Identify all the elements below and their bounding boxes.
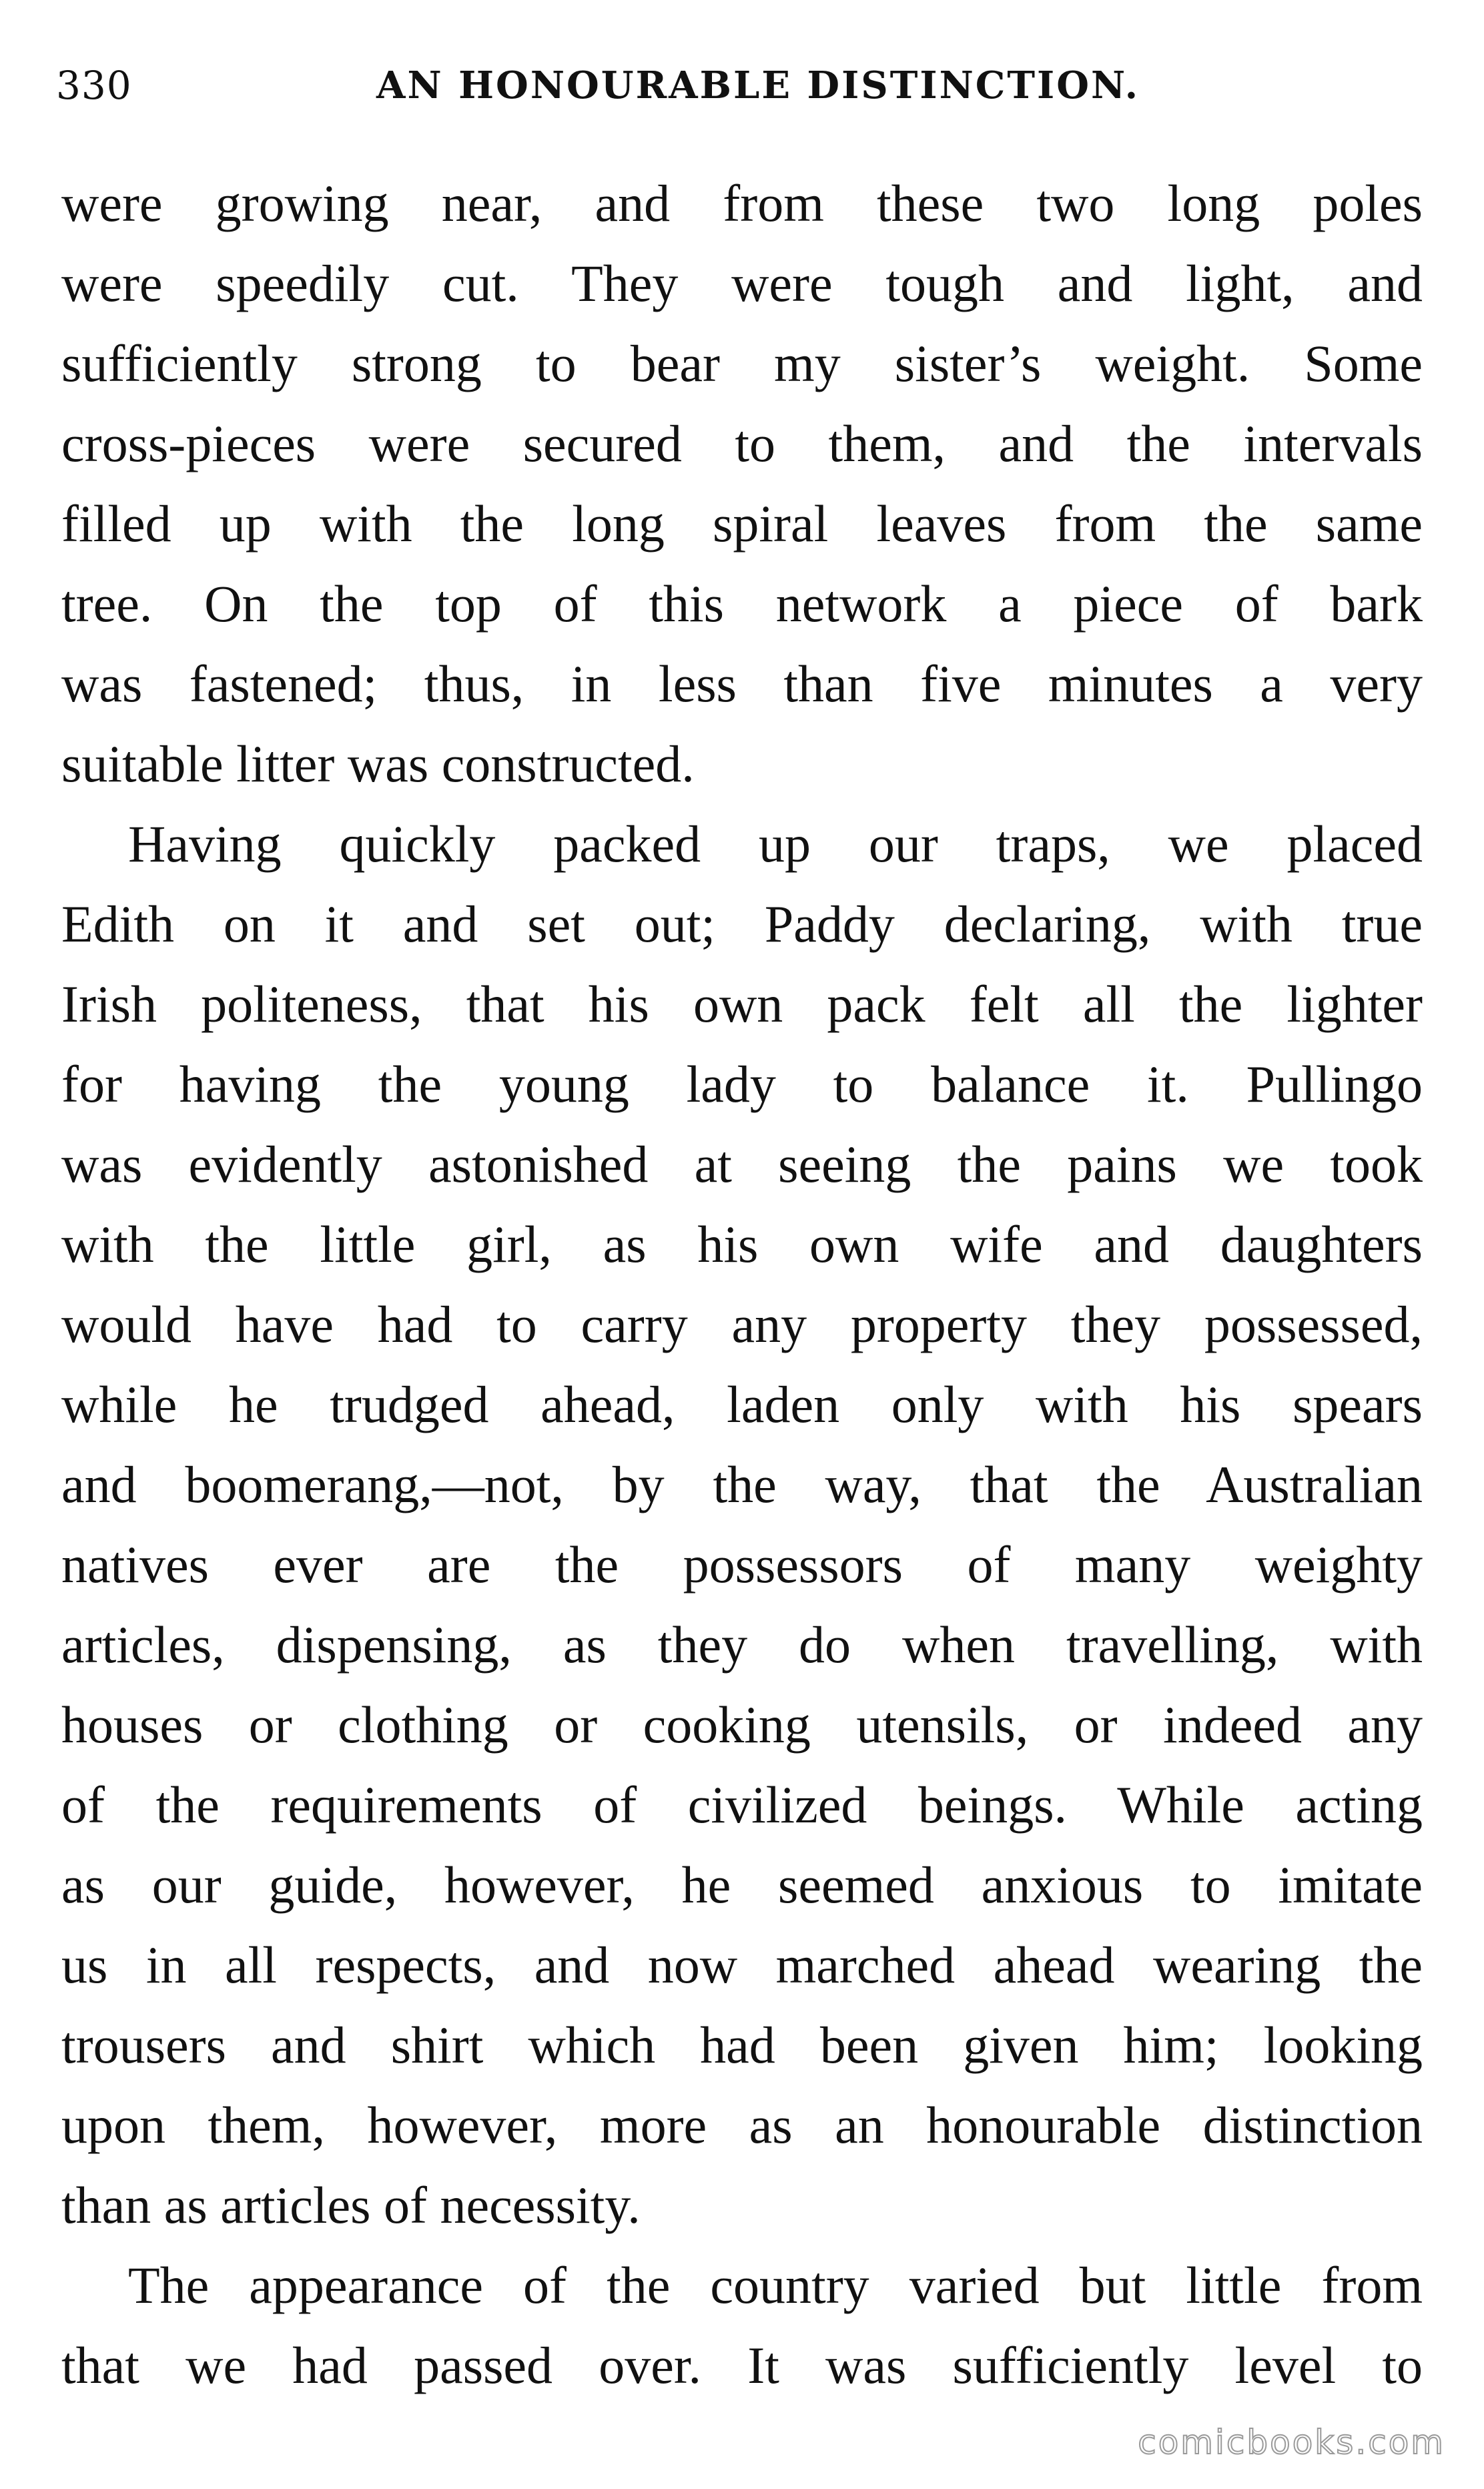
text-line: sufficiently strong to bear my sister’s weight. Some — [61, 334, 1423, 392]
text-line: filled up with the long spiral leaves from the same — [61, 494, 1423, 553]
text-line: of the requirements of civilized beings. While acting — [61, 1776, 1423, 1834]
running-title: AN HONOURABLE DISTINCTION. — [376, 63, 1140, 107]
text-line: upon them, however, more as an honourable distinction — [61, 2096, 1423, 2154]
text-line: trousers and shirt which had been given him; looking — [61, 2016, 1423, 2074]
text-line: was fastened; thus, in less than five minutes a very — [61, 655, 1423, 713]
text-line: Irish politeness, that his own pack felt all the lighter — [61, 975, 1423, 1033]
text-line: were growing near, and from these two long poles — [61, 174, 1423, 232]
text-line: for having the young lady to balance it. Pullingo — [61, 1055, 1423, 1113]
running-head — [56, 52, 1424, 119]
text-line: while he trudged ahead, laden only with his spears — [61, 1375, 1423, 1433]
paragraph-start-line: The appearance of the country varied but little from — [128, 2256, 1423, 2314]
text-line: and boomerang,—not, by the way, that the Australian — [61, 1455, 1423, 1513]
text-line: with the little girl, as his own wife and daughters — [61, 1215, 1423, 1273]
text-line: houses or clothing or cooking utensils, or indeed any — [61, 1696, 1423, 1754]
text-line: were speedily cut. They were tough and light, and — [61, 254, 1423, 312]
text-line: as our guide, however, he seemed anxious to imitate — [61, 1856, 1423, 1914]
body-text — [61, 163, 1423, 2406]
text-line: that we had passed over. It was sufficiently level to — [61, 2336, 1423, 2394]
text-line: was evidently astonished at seeing the pains we took — [61, 1135, 1423, 1193]
text-line: cross-pieces were secured to them, and the intervals — [61, 414, 1423, 472]
page-number: 330 — [56, 63, 132, 108]
text-line: us in all respects, and now marched ahead wearing the — [61, 1936, 1423, 1994]
watermark: comicbooks.com — [1138, 2423, 1445, 2462]
text-line: articles, dispensing, as they do when travelling, with — [61, 1616, 1423, 1674]
paragraph-start-line: Having quickly packed up our traps, we placed — [128, 815, 1423, 873]
text-line: Edith on it and set out; Paddy declaring, with true — [61, 895, 1423, 953]
text-line: tree. On the top of this network a piece of bark — [61, 575, 1423, 633]
paragraph-end-line: suitable litter was constructed. — [61, 735, 695, 793]
text-line: natives ever are the possessors of many weighty — [61, 1535, 1423, 1593]
paragraph-end-line: than as articles of necessity. — [61, 2176, 641, 2234]
text-line: would have had to carry any property they possessed, — [61, 1295, 1423, 1353]
